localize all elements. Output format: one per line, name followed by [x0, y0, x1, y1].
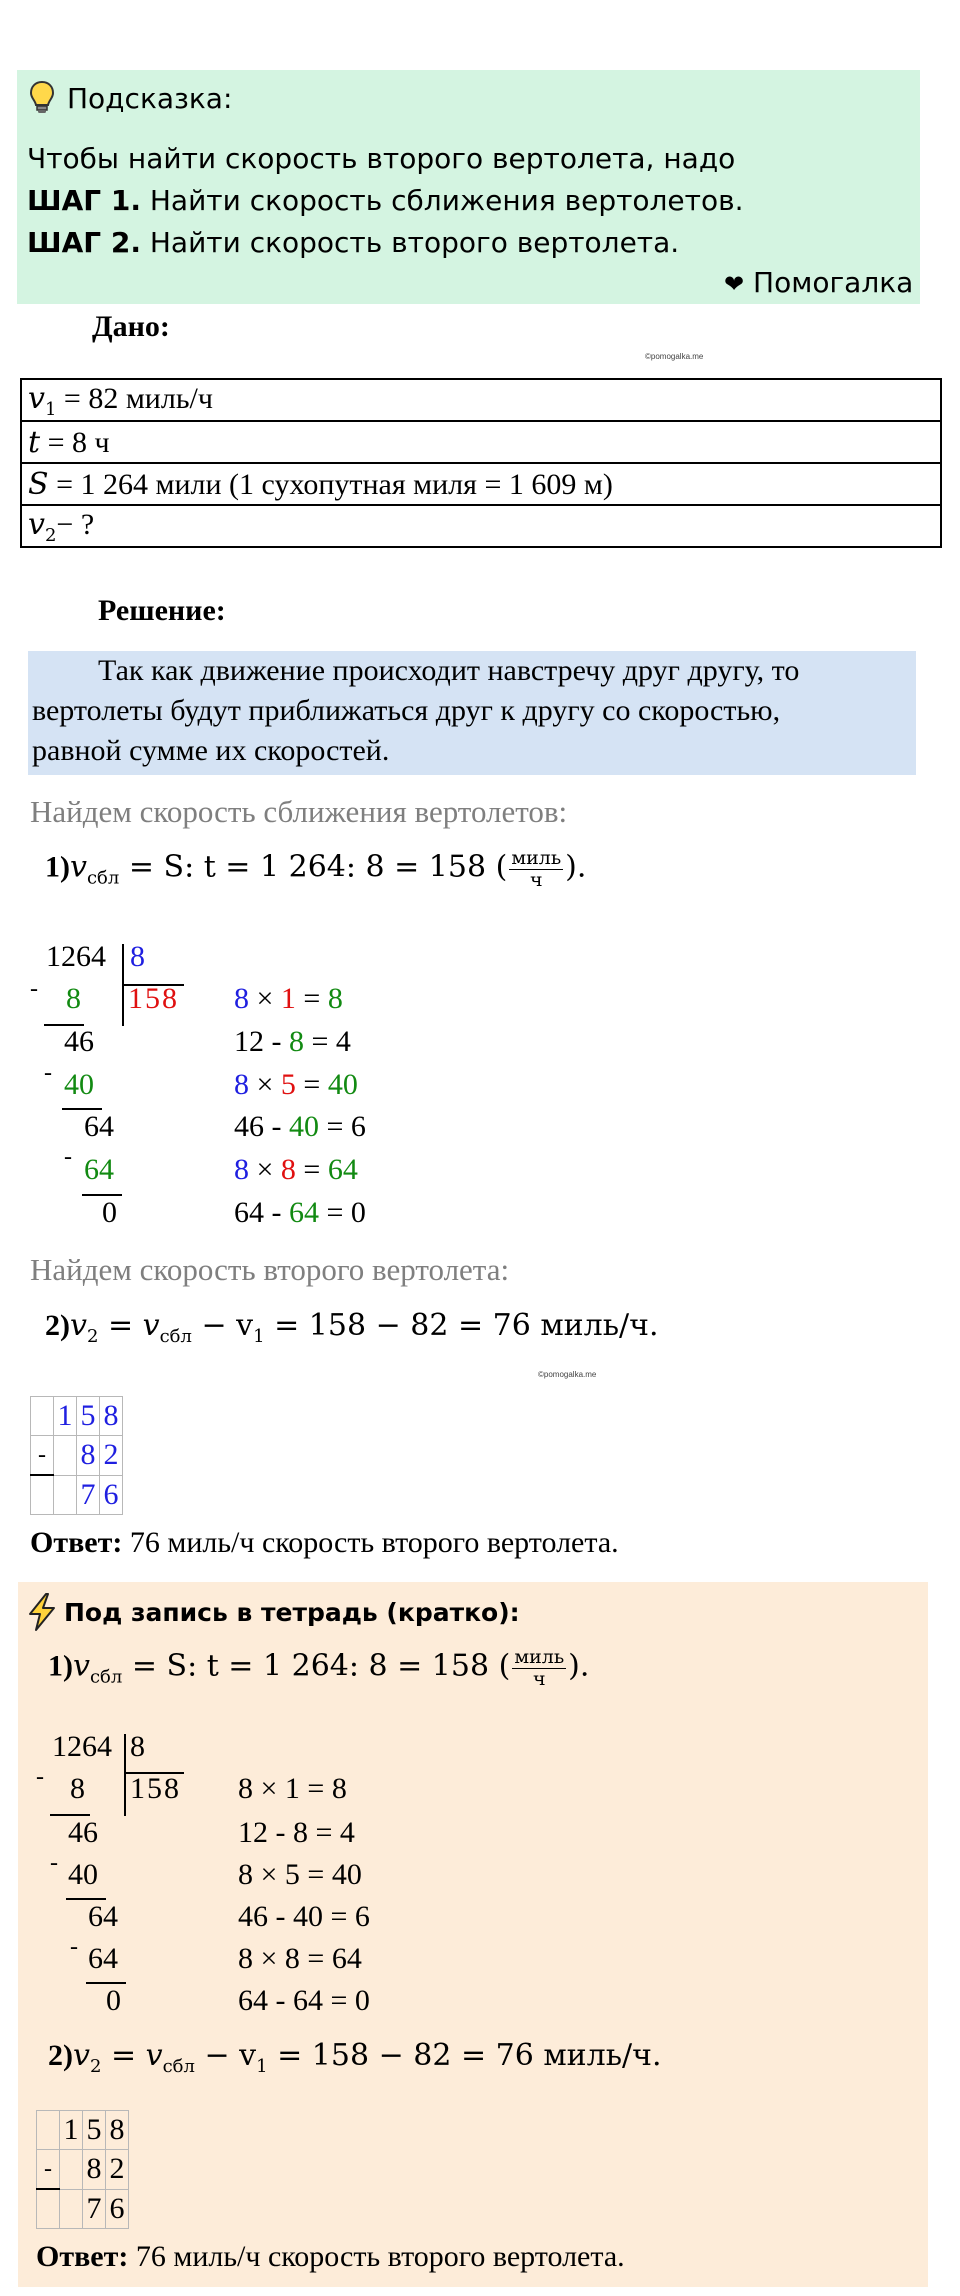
hint-step-1	[27, 184, 744, 217]
remainder: 46	[68, 1816, 98, 1849]
find-second-speed: Найдем скорость второго вертолета:	[30, 1252, 510, 1287]
expression: ).	[565, 849, 587, 885]
column-subtraction	[30, 1396, 123, 1515]
check-part: 8	[234, 1068, 249, 1101]
check-part: ×	[249, 1153, 281, 1186]
step-1-formula	[45, 848, 586, 891]
given-heading: Дано:	[92, 310, 170, 343]
grid-cell: 1	[54, 1397, 77, 1436]
subtrahend: 64	[84, 1153, 114, 1186]
check-part: 1	[280, 982, 296, 1015]
check-part: =	[295, 1153, 328, 1186]
grid-cell: 1	[60, 2111, 83, 2150]
check-part: 8	[280, 1153, 296, 1186]
check-line	[238, 1984, 370, 2018]
var: v	[70, 849, 87, 885]
check-part: 8	[238, 1858, 253, 1891]
step-label: ШАГ 1.	[27, 184, 141, 217]
note-column-subtraction	[36, 2110, 129, 2229]
minus-sign: -	[64, 1144, 72, 1170]
notebook-title: Под запись в тетрадь (кратко):	[64, 1598, 520, 1627]
check-part: 8	[238, 1772, 253, 1805]
check-part: = 0	[319, 1196, 366, 1229]
remainder: 64	[88, 1900, 118, 1933]
check-line	[234, 1153, 358, 1187]
minus-sign: -	[31, 1436, 54, 1476]
step-2-formula: $2)v_2 = v_{сбл} - v_1 = 158 - 82 = 76$ миль/ч.	[45, 1308, 659, 1347]
value: = 8 ч	[40, 425, 110, 459]
value: − ?	[56, 507, 95, 541]
notebook-box	[18, 1582, 928, 2287]
check-part: 8	[234, 982, 249, 1015]
subscript: сбл	[89, 1666, 123, 1688]
value: = 82 миль/ч	[56, 381, 213, 415]
watermark: ©pomogalka.me	[538, 1370, 597, 1379]
grid-row	[31, 1397, 123, 1436]
check-part: 8	[293, 1816, 308, 1849]
answer	[30, 1526, 619, 1560]
check-part: 64	[293, 1984, 323, 2017]
divisor: 8	[130, 940, 145, 973]
var: v	[142, 1308, 160, 1343]
brand-label	[724, 266, 913, 299]
fraction-denominator: ч	[529, 868, 543, 891]
remainder: 0	[106, 1984, 121, 2017]
check-line	[238, 1900, 370, 1934]
fraction-denominator: ч	[532, 1667, 546, 1690]
hint-line: Чтобы найти скорость второго вертолета, надо	[27, 142, 736, 175]
grid-cell: 8	[106, 2111, 129, 2150]
minus-sign: -	[36, 1764, 44, 1790]
minus-sign: -	[70, 1934, 78, 1960]
brand-name: Помогалка	[753, 266, 914, 299]
heart-icon: ❤	[724, 270, 745, 298]
given-row	[21, 421, 941, 463]
hint-box	[17, 70, 920, 304]
subtrahend: 8	[66, 982, 81, 1015]
grid-cell: 7	[83, 2189, 106, 2229]
value: = 1 264 мили (1 сухопутная миля = 1 609 м)	[48, 467, 613, 501]
step-number: 1)	[45, 850, 70, 884]
check-line	[234, 1025, 351, 1059]
unit-fraction	[509, 848, 563, 891]
grid-row	[31, 1475, 123, 1515]
check-part: = 4	[304, 1025, 351, 1058]
dividend: 1264	[52, 1730, 112, 1763]
grid-cell	[31, 1475, 54, 1515]
var: v	[70, 1308, 87, 1343]
grid-row	[31, 1436, 123, 1476]
subtrahend: 64	[88, 1942, 118, 1975]
division-bar	[124, 1734, 126, 1816]
check-part: = 6	[319, 1110, 366, 1143]
var: v	[145, 2038, 163, 2073]
lightning-icon	[26, 1592, 58, 1632]
grid-cell	[31, 1397, 54, 1436]
subscript: сбл	[162, 2056, 195, 2077]
step-number: 2)	[45, 1309, 70, 1342]
check-part: =	[299, 1942, 332, 1975]
note-long-division	[36, 1730, 456, 2040]
given-row	[21, 505, 941, 547]
answer-label: Ответ:	[36, 2240, 129, 2273]
var: v	[73, 2038, 90, 2073]
subtraction-grid	[36, 2110, 129, 2229]
check-part: =	[295, 1068, 328, 1101]
check-part: 12 -	[238, 1816, 293, 1849]
subtrahend: 8	[70, 1772, 85, 1805]
minus-sign: -	[44, 1060, 52, 1086]
grid-cell: 5	[83, 2111, 106, 2150]
lightbulb-icon	[29, 80, 55, 116]
hint-step-2	[27, 226, 679, 259]
given-cell	[21, 421, 941, 463]
minus-sign: -	[37, 2150, 60, 2190]
grid-cell	[54, 1436, 77, 1476]
expression: − v	[191, 1308, 254, 1343]
check-part: 64	[327, 1153, 358, 1186]
check-line	[234, 1068, 358, 1102]
grid-cell	[60, 2150, 83, 2190]
grid-cell	[37, 2111, 60, 2150]
step-number: 2)	[48, 2039, 73, 2072]
check-part: ×	[253, 1942, 285, 1975]
check-line	[234, 982, 343, 1016]
step-number: 1)	[48, 1649, 73, 1683]
expression: ).	[568, 1648, 590, 1684]
check-part: 64	[331, 1942, 362, 1975]
explanation-line: вертолеты будут приближаться друг к другу со скоростью,	[32, 694, 781, 727]
given-table	[20, 378, 942, 548]
check-part: 8	[238, 1942, 253, 1975]
fraction-numerator: миль	[511, 847, 562, 869]
check-part: 40	[289, 1110, 319, 1143]
check-line	[234, 1110, 366, 1144]
remainder: 46	[64, 1025, 94, 1058]
subtrahend: 40	[64, 1068, 94, 1101]
find-approach-speed: Найдем скорость сближения вертолетов:	[30, 794, 568, 829]
check-part: 8	[327, 982, 343, 1015]
unit-fraction	[512, 1647, 566, 1690]
answer-text: 76 миль/ч скорость второго вертолета.	[128, 2240, 625, 2273]
check-part: = 0	[323, 1984, 370, 2017]
var: t	[28, 424, 41, 460]
given-cell	[21, 505, 941, 547]
check-line	[238, 1942, 362, 1976]
expression: = 158 − 82 = 76 миль/ч.	[264, 1308, 659, 1343]
check-part: 8	[289, 1025, 304, 1058]
subscript: сбл	[86, 867, 120, 889]
explanation-line: равной сумме их скоростей.	[32, 734, 390, 767]
quotient: 158	[128, 982, 179, 1015]
check-part: 64 -	[238, 1984, 293, 2017]
subscript: 2	[86, 1326, 99, 1347]
check-line	[238, 1772, 347, 1806]
var: v	[28, 380, 45, 416]
check-part: 64	[289, 1196, 319, 1229]
grid-cell: 5	[77, 1397, 100, 1436]
explanation-line: Так как движение происходит навстречу друг другу, то	[98, 654, 800, 687]
check-part: ×	[253, 1772, 285, 1805]
minus-sign: -	[50, 1850, 58, 1876]
step-text: Найти скорость сближения вертолетов.	[140, 184, 744, 217]
check-part: 8	[331, 1772, 347, 1805]
grid-row	[37, 2150, 129, 2190]
remainder: 64	[84, 1110, 114, 1143]
subscript: сбл	[159, 1326, 192, 1347]
check-part: 46 -	[238, 1900, 293, 1933]
long-division	[30, 940, 450, 1250]
answer-label: Ответ:	[30, 1526, 123, 1559]
check-part: ×	[249, 982, 281, 1015]
grid-cell: 6	[106, 2189, 129, 2229]
check-line	[238, 1858, 362, 1892]
check-line	[238, 1816, 355, 1850]
check-part: 40	[327, 1068, 358, 1101]
check-part: 12 -	[234, 1025, 289, 1058]
grid-cell	[60, 2189, 83, 2229]
check-part: = 6	[323, 1900, 370, 1933]
check-part: 5	[284, 1858, 300, 1891]
subtrahend: 40	[68, 1858, 98, 1891]
expression: = 158 − 82 = 76 миль/ч.	[267, 2038, 662, 2073]
check-part: 40	[331, 1858, 362, 1891]
check-part: ×	[249, 1068, 281, 1101]
var: v	[73, 1648, 90, 1684]
var: v	[28, 506, 45, 542]
var: S	[28, 466, 49, 502]
minus-sign: -	[30, 976, 38, 1002]
grid-cell: 8	[100, 1397, 123, 1436]
grid-row	[37, 2189, 129, 2229]
grid-cell	[54, 1475, 77, 1515]
check-part: ×	[253, 1858, 285, 1891]
fraction-numerator: миль	[514, 1646, 565, 1668]
step-label: ШАГ 2.	[27, 226, 141, 259]
grid-cell: 7	[77, 1475, 100, 1515]
check-part: =	[295, 982, 328, 1015]
check-part: =	[299, 1772, 332, 1805]
check-part: 40	[293, 1900, 323, 1933]
quotient: 158	[130, 1772, 181, 1805]
expression: − v	[194, 2038, 257, 2073]
dividend: 1264	[46, 940, 106, 973]
grid-cell	[37, 2189, 60, 2229]
subtraction-grid	[30, 1396, 123, 1515]
check-part: =	[299, 1858, 332, 1891]
hint-title: Подсказка:	[67, 82, 233, 115]
subscript: 2	[89, 2056, 102, 2077]
given-cell	[21, 379, 941, 421]
given-row	[21, 379, 941, 421]
note-step-1	[48, 1647, 589, 1690]
grid-cell: 6	[100, 1475, 123, 1515]
note-step-2: $2)v_2 = v_{сбл} - v_1 = 158 - 82 = 76$ миль/ч.	[48, 2038, 662, 2077]
subscript: 2	[44, 524, 57, 546]
check-part: 8	[234, 1153, 249, 1186]
given-cell	[21, 463, 941, 505]
check-part: 8	[284, 1942, 300, 1975]
subscript: 1	[253, 1326, 265, 1347]
answer-text: 76 миль/ч скорость второго вертолета.	[122, 1526, 619, 1559]
grid-row	[37, 2111, 129, 2150]
divisor: 8	[130, 1730, 145, 1763]
remainder: 0	[102, 1196, 117, 1229]
check-part: 64 -	[234, 1196, 289, 1229]
expression: = S: t = 1 264: 8 = 158 (	[122, 1648, 511, 1684]
check-part: 5	[280, 1068, 296, 1101]
expression: = S: t = 1 264: 8 = 158 (	[119, 849, 508, 885]
subscript: 1	[256, 2056, 268, 2077]
subscript: 1	[44, 398, 57, 420]
check-part: 46 -	[234, 1110, 289, 1143]
check-line	[234, 1196, 366, 1230]
watermark: ©pomogalka.me	[645, 352, 704, 361]
step-text: Найти скорость второго вертолета.	[140, 226, 680, 259]
given-row	[21, 463, 941, 505]
grid-cell: 2	[100, 1436, 123, 1476]
explanation-box	[28, 651, 916, 775]
check-part: 1	[284, 1772, 300, 1805]
note-answer	[36, 2240, 625, 2274]
check-part: = 4	[308, 1816, 355, 1849]
grid-cell: 2	[106, 2150, 129, 2190]
solution-heading: Решение:	[98, 594, 226, 627]
grid-cell: 8	[77, 1436, 100, 1476]
grid-cell: 8	[83, 2150, 106, 2190]
